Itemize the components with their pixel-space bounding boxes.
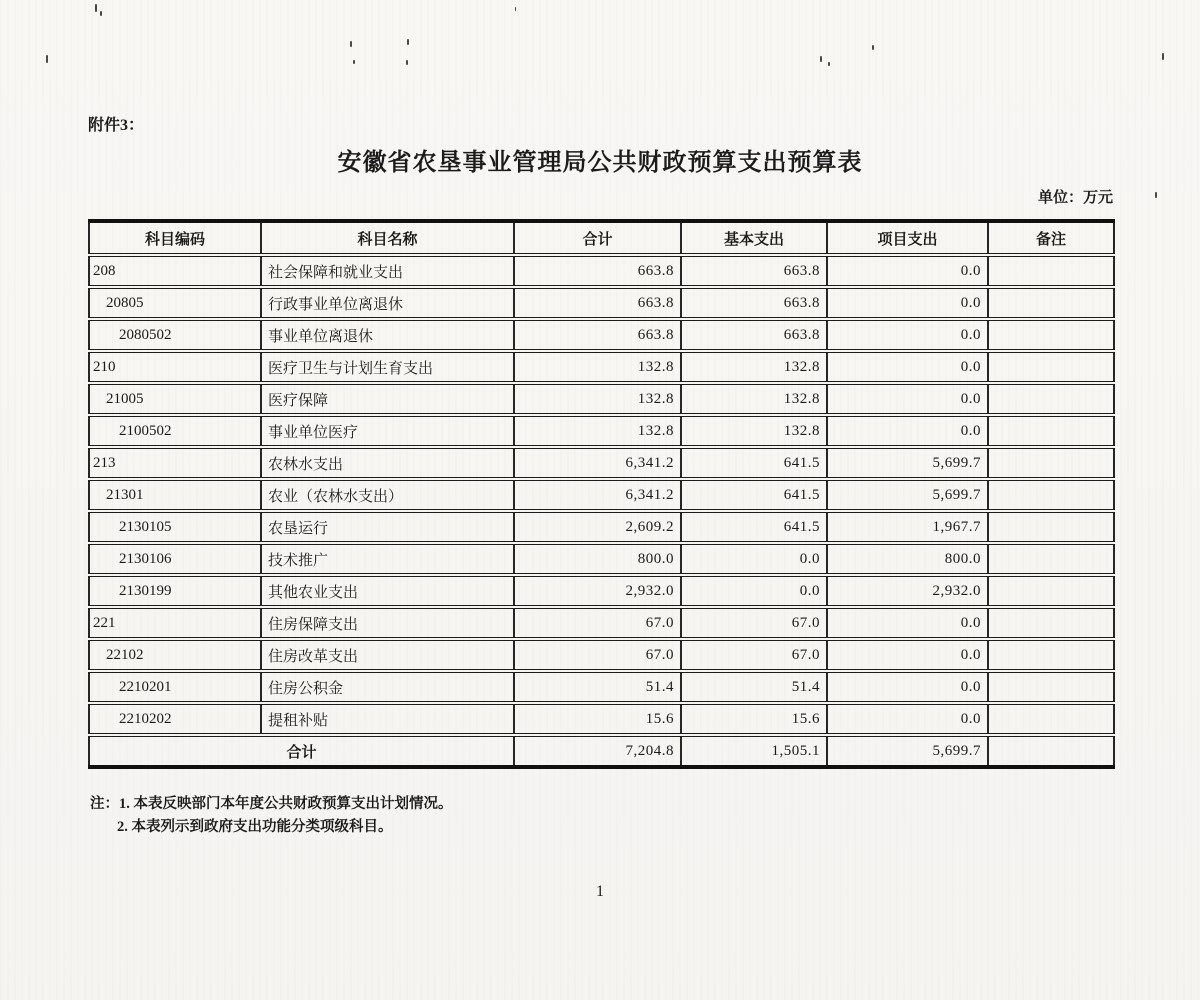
cell-basic: 0.0 (681, 543, 827, 575)
total-row-total: 7,204.8 (514, 735, 681, 767)
cell-code: 2100502 (89, 415, 261, 447)
cell-remark (988, 351, 1114, 383)
cell-remark (988, 543, 1114, 575)
cell-remark (988, 287, 1114, 319)
note-line-2: 2. 本表列示到政府支出功能分类项级科目。 (117, 819, 393, 835)
page-title: 安徽省农垦事业管理局公共财政预算支出预算表 (337, 149, 863, 176)
cell-name: 医疗卫生与计划生育支出 (261, 351, 514, 383)
cell-code: 208 (89, 255, 261, 287)
cell-basic: 641.5 (681, 479, 827, 511)
table-row (89, 479, 1114, 511)
total-row-basic: 1,505.1 (681, 735, 827, 767)
cell-remark (988, 415, 1114, 447)
table-footer (89, 735, 1114, 767)
cell-name: 农垦运行 (261, 511, 514, 543)
cell-project: 0.0 (827, 383, 988, 415)
cell-total: 132.8 (514, 351, 681, 383)
cell-name: 社会保障和就业支出 (261, 255, 514, 287)
table-row (89, 415, 1114, 447)
cell-basic: 663.8 (681, 319, 827, 351)
budget-table (88, 219, 1115, 769)
scan-speckle (95, 4, 97, 12)
cell-total: 67.0 (514, 639, 681, 671)
table-row (89, 255, 1114, 287)
col-header-project: 项目支出 (827, 221, 988, 255)
cell-code: 2080502 (89, 319, 261, 351)
scan-speckle (46, 55, 48, 63)
cell-total: 663.8 (514, 255, 681, 287)
cell-total: 663.8 (514, 287, 681, 319)
total-row-remark (988, 735, 1114, 767)
cell-basic: 67.0 (681, 607, 827, 639)
cell-remark (988, 319, 1114, 351)
cell-name: 技术推广 (261, 543, 514, 575)
table-row (89, 319, 1114, 351)
cell-remark (988, 703, 1114, 735)
cell-project: 0.0 (827, 351, 988, 383)
col-header-basic: 基本支出 (681, 221, 827, 255)
cell-code: 2210201 (89, 671, 261, 703)
col-header-code: 科目编码 (89, 221, 261, 255)
table-row (89, 287, 1114, 319)
cell-project: 5,699.7 (827, 447, 988, 479)
cell-name: 其他农业支出 (261, 575, 514, 607)
cell-project: 5,699.7 (827, 479, 988, 511)
table-row (89, 511, 1114, 543)
cell-name: 医疗保障 (261, 383, 514, 415)
cell-code: 2130105 (89, 511, 261, 543)
cell-remark (988, 671, 1114, 703)
cell-code: 2210202 (89, 703, 261, 735)
cell-project: 0.0 (827, 319, 988, 351)
cell-basic: 641.5 (681, 511, 827, 543)
table-row (89, 703, 1114, 735)
table-row (89, 575, 1114, 607)
scan-speckle (820, 56, 822, 62)
notes-prefix: 注： (90, 796, 119, 812)
scan-speckle (407, 39, 409, 45)
cell-code: 21301 (89, 479, 261, 511)
cell-total: 800.0 (514, 543, 681, 575)
table-row (89, 639, 1114, 671)
scan-speckle (1155, 192, 1157, 198)
unit-label: 单位：万元 (1037, 190, 1113, 206)
cell-basic: 132.8 (681, 383, 827, 415)
notes (90, 793, 453, 839)
cell-code: 21005 (89, 383, 261, 415)
cell-remark (988, 575, 1114, 607)
cell-basic: 663.8 (681, 255, 827, 287)
cell-basic: 15.6 (681, 703, 827, 735)
cell-name: 行政事业单位离退休 (261, 287, 514, 319)
cell-code: 221 (89, 607, 261, 639)
cell-name: 住房改革支出 (261, 639, 514, 671)
cell-total: 132.8 (514, 383, 681, 415)
header-row (89, 221, 1114, 255)
col-header-remark: 备注 (988, 221, 1114, 255)
cell-remark (988, 479, 1114, 511)
cell-remark (988, 383, 1114, 415)
cell-code: 213 (89, 447, 261, 479)
cell-name: 住房公积金 (261, 671, 514, 703)
table-row (89, 383, 1114, 415)
cell-name: 农业（农林水支出） (261, 479, 514, 511)
cell-project: 0.0 (827, 671, 988, 703)
cell-project: 2,932.0 (827, 575, 988, 607)
cell-remark (988, 607, 1114, 639)
cell-total: 51.4 (514, 671, 681, 703)
col-header-total: 合计 (514, 221, 681, 255)
cell-project: 0.0 (827, 607, 988, 639)
table-row (89, 671, 1114, 703)
cell-name: 农林水支出 (261, 447, 514, 479)
cell-remark (988, 255, 1114, 287)
cell-total: 6,341.2 (514, 447, 681, 479)
total-row-label: 合计 (89, 735, 514, 767)
page-number: 1 (596, 883, 604, 900)
table-row (89, 447, 1114, 479)
cell-basic: 132.8 (681, 351, 827, 383)
cell-basic: 641.5 (681, 447, 827, 479)
table-header (89, 221, 1114, 255)
table-row (89, 607, 1114, 639)
scan-speckle (350, 41, 352, 47)
cell-total: 6,341.2 (514, 479, 681, 511)
scan-speckle (515, 7, 516, 11)
cell-basic: 663.8 (681, 287, 827, 319)
table-row (89, 351, 1114, 383)
cell-total: 15.6 (514, 703, 681, 735)
cell-total: 2,932.0 (514, 575, 681, 607)
total-row-project: 5,699.7 (827, 735, 988, 767)
cell-total: 663.8 (514, 319, 681, 351)
scan-speckle (1162, 53, 1164, 60)
cell-code: 2130199 (89, 575, 261, 607)
cell-remark (988, 639, 1114, 671)
cell-project: 0.0 (827, 639, 988, 671)
scan-speckle (872, 45, 874, 50)
cell-basic: 0.0 (681, 575, 827, 607)
scan-speckle (353, 60, 355, 64)
cell-project: 1,967.7 (827, 511, 988, 543)
cell-code: 20805 (89, 287, 261, 319)
cell-remark (988, 511, 1114, 543)
table-body (89, 255, 1114, 735)
cell-basic: 51.4 (681, 671, 827, 703)
cell-name: 住房保障支出 (261, 607, 514, 639)
cell-code: 2130106 (89, 543, 261, 575)
cell-code: 22102 (89, 639, 261, 671)
cell-total: 67.0 (514, 607, 681, 639)
total-row (89, 735, 1114, 767)
cell-project: 0.0 (827, 255, 988, 287)
budget-table-wrapper (88, 219, 1115, 769)
cell-project: 0.0 (827, 287, 988, 319)
cell-code: 210 (89, 351, 261, 383)
cell-name: 事业单位医疗 (261, 415, 514, 447)
note-text-1: 1. 本表反映部门本年度公共财政预算支出计划情况。 (119, 796, 453, 812)
scan-speckle (828, 62, 830, 66)
cell-name: 提租补贴 (261, 703, 514, 735)
col-header-name: 科目名称 (261, 221, 514, 255)
table-row (89, 543, 1114, 575)
scan-speckle (406, 60, 408, 65)
cell-basic: 132.8 (681, 415, 827, 447)
cell-total: 132.8 (514, 415, 681, 447)
attachment-label: 附件3： (88, 117, 145, 134)
note-line-1 (90, 793, 453, 816)
scan-speckle (100, 11, 102, 16)
cell-name: 事业单位离退休 (261, 319, 514, 351)
cell-basic: 67.0 (681, 639, 827, 671)
cell-total: 2,609.2 (514, 511, 681, 543)
cell-project: 0.0 (827, 415, 988, 447)
cell-remark (988, 447, 1114, 479)
cell-project: 800.0 (827, 543, 988, 575)
cell-project: 0.0 (827, 703, 988, 735)
